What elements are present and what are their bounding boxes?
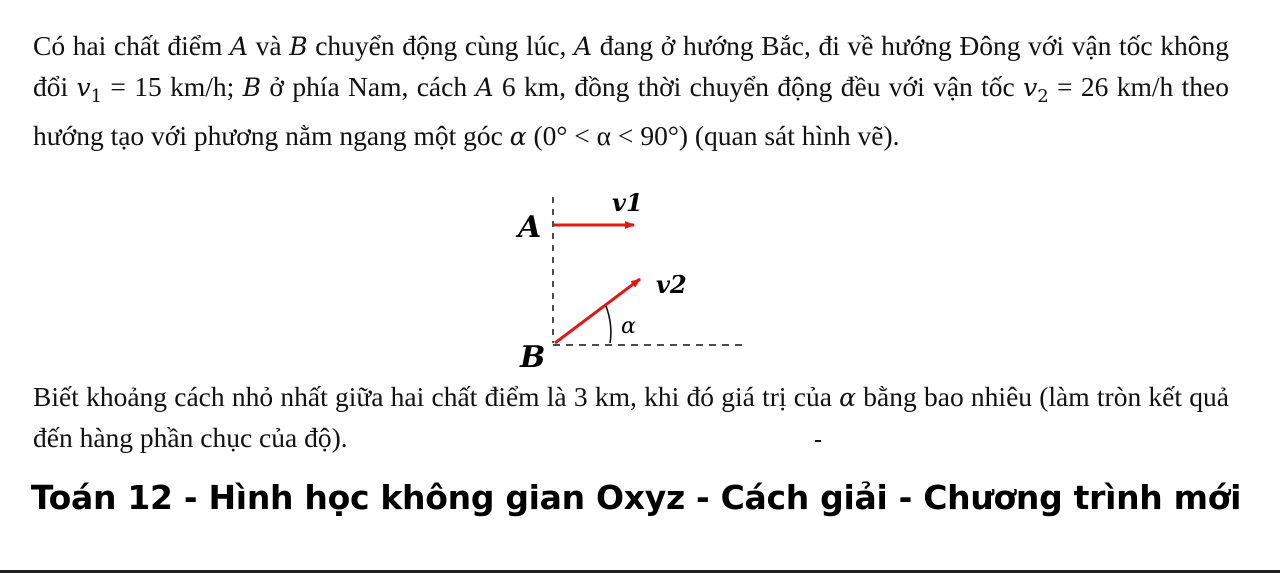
v2-subscript: 2 bbox=[1037, 85, 1049, 107]
var-a: A bbox=[229, 32, 249, 61]
var-a: A bbox=[475, 72, 494, 102]
label-b: B bbox=[520, 340, 546, 375]
text-run: (quan sát hình vẽ). bbox=[687, 120, 900, 151]
problem-statement bbox=[33, 26, 1229, 157]
label-v1: v1 bbox=[612, 188, 643, 217]
text-run: đang ở hướng Bắc, đi về hướng Đông với vận tốc không đổi bbox=[33, 30, 1229, 102]
alpha-symbol: α bbox=[509, 122, 527, 151]
stray-mark bbox=[815, 440, 821, 442]
label-a: A bbox=[518, 210, 542, 245]
motion-diagram bbox=[510, 185, 760, 375]
v1-value: = 15 km/h; bbox=[102, 70, 243, 102]
text-run: 6 km, đồng thời chuyển động đều với vận tốc bbox=[493, 70, 1024, 102]
text-run: và bbox=[248, 30, 290, 61]
text-run: bằng bao nhiêu (làm tròn kết quả đến hàng phần chục của độ). bbox=[33, 381, 1229, 453]
question-statement bbox=[33, 377, 1229, 457]
alpha-symbol: α bbox=[839, 383, 857, 412]
angle-arc bbox=[606, 306, 611, 343]
text-run: ở phía Nam, cách bbox=[261, 70, 476, 102]
bottom-divider bbox=[0, 570, 1280, 573]
label-v2: v2 bbox=[656, 270, 687, 299]
text-run: Biết khoảng cách nhỏ nhất giữa hai chất điểm là 3 km, khi đó giá trị của bbox=[33, 381, 840, 412]
text-run: chuyển động cùng lúc, bbox=[307, 30, 575, 61]
var-b: B bbox=[242, 72, 262, 102]
v1-subscript: 1 bbox=[90, 85, 103, 107]
v2-value: = 26 km/h theo hướng tạo với phương nằm ngang một góc bbox=[33, 70, 1229, 151]
var-a: A bbox=[574, 32, 593, 61]
v2-symbol: v bbox=[1023, 72, 1038, 102]
text-run: Có hai chất điểm bbox=[33, 30, 230, 61]
alpha-range: (0° < α < 90°) bbox=[526, 120, 688, 151]
v1-symbol: v bbox=[76, 72, 91, 102]
footer-title: Toán 12 - Hình học không gian Oxyz - Cách giải - Chương trình mới bbox=[30, 478, 1242, 517]
label-alpha: α bbox=[621, 314, 636, 339]
var-b: B bbox=[289, 32, 308, 61]
